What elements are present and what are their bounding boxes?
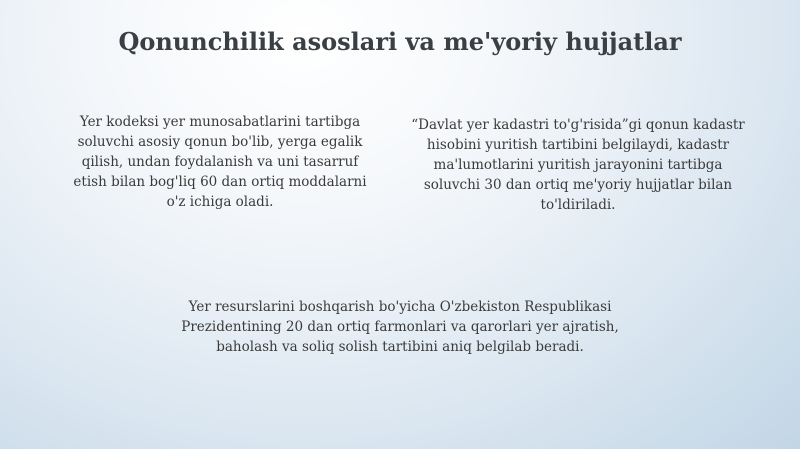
paragraph-line: ma'lumotlarini yuritish jarayonini tartibga — [433, 157, 723, 173]
paragraph-line: Yer resurslarini boshqarish bo'yicha O'zbekiston Respublikasi — [188, 299, 612, 315]
slide-title: Qonunchilik asoslari va me'yoriy hujjatlar — [118, 27, 682, 56]
paragraph-line: qilish, undan foydalanish va uni tasarruf — [81, 154, 359, 170]
paragraph-line: etish bilan bog'liq 60 dan ortiq moddalarni — [73, 174, 367, 190]
paragraph-line: to'ldiriladi. — [540, 197, 616, 213]
paragraph-line: hisobini yuritish tartibini belgilaydi, kadastr — [426, 137, 730, 153]
paragraph-line: baholash va soliq solish tartibini aniq belgilab beradi. — [216, 339, 584, 355]
cadastre-law-paragraph — [398, 115, 758, 215]
presidential-decrees-paragraph — [150, 297, 650, 357]
paragraph-line: Prezidentining 20 dan ortiq farmonlari va qarorlari yer ajratish, — [181, 319, 619, 335]
paragraph-line: soluvchi asosiy qonun bo'lib, yerga egalik — [77, 134, 363, 150]
paragraph-line: Yer kodeksi yer munosabatlarini tartibga — [79, 114, 361, 130]
land-code-paragraph — [45, 112, 395, 212]
paragraph-line: o'z ichiga oladi. — [166, 194, 274, 210]
paragraph-line: soluvchi 30 dan ortiq me'yoriy hujjatlar bilan — [423, 177, 733, 193]
paragraph-line: “Davlat yer kadastri to'g'risida”gi qonun kadastr — [411, 117, 745, 133]
